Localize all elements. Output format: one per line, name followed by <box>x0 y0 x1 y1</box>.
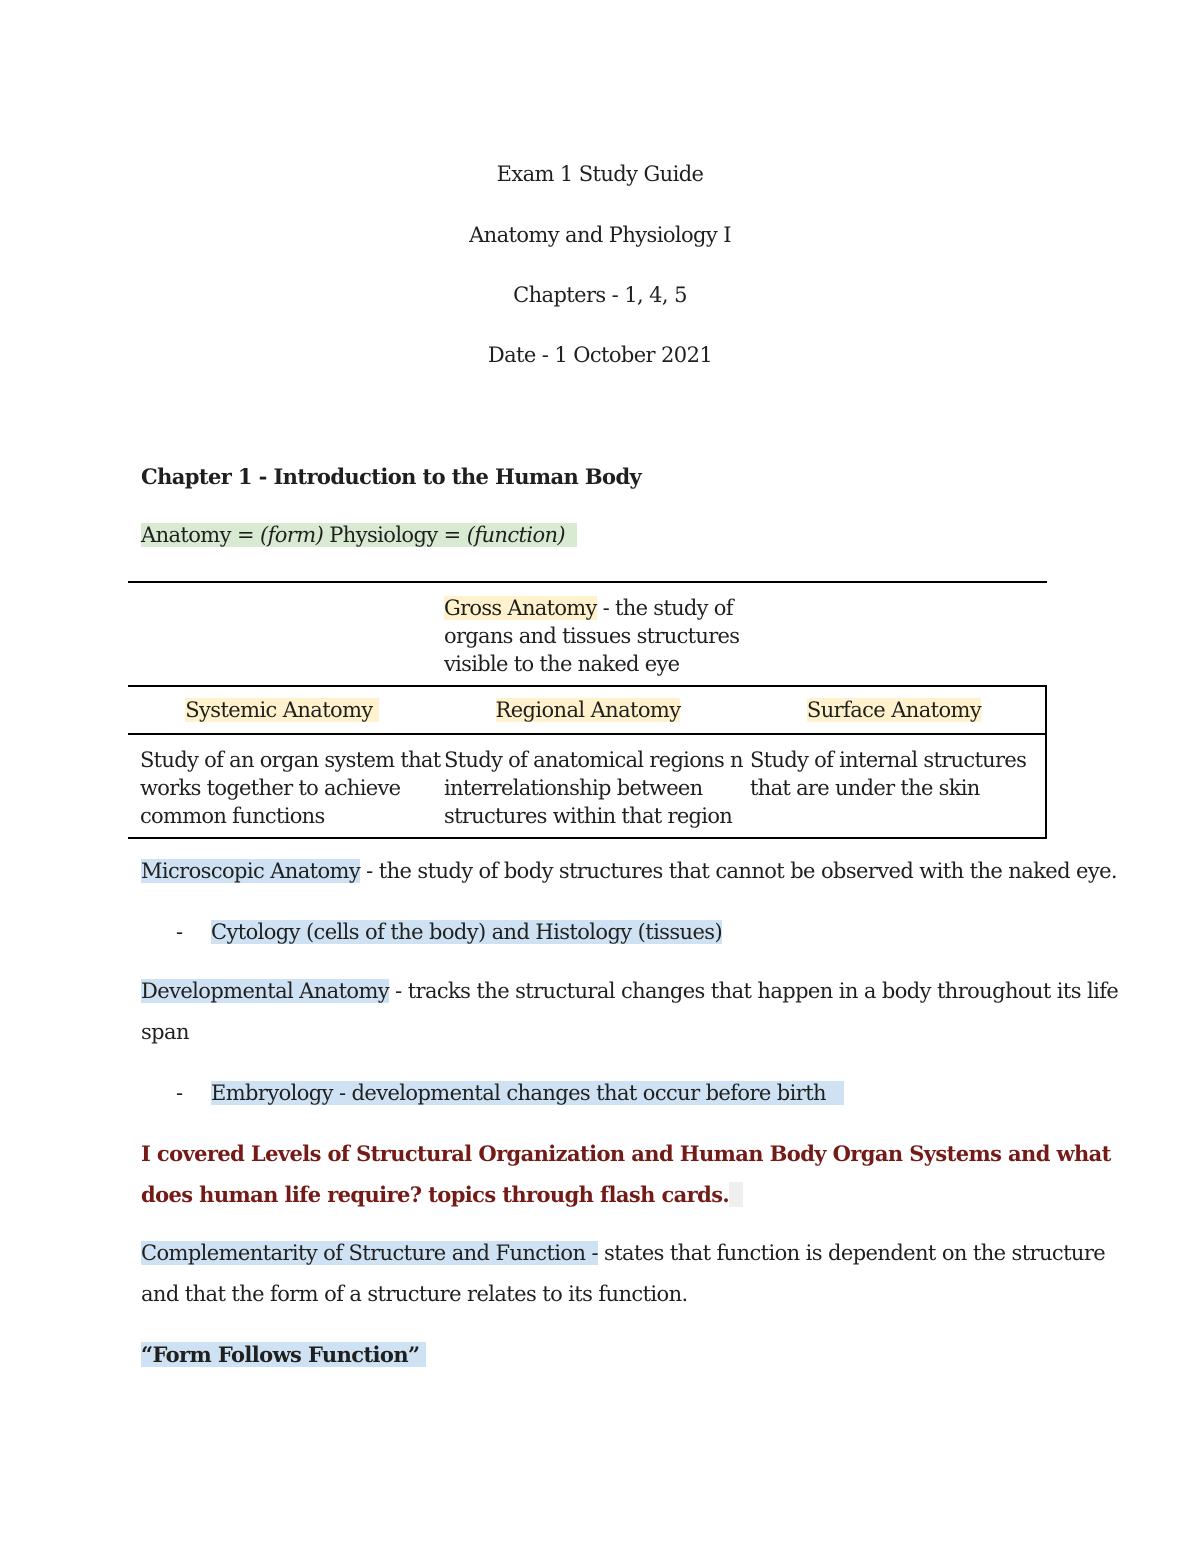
physiology-value: (function) <box>466 523 566 547</box>
developmental-line-2: span <box>141 1020 189 1044</box>
complementarity-line-2: and that the form of a structure relates to its function. <box>141 1282 688 1306</box>
cytology-bullet: Cytology (cells of the body) and Histology (tissues) <box>211 920 723 944</box>
anatomy-value: (form) <box>260 523 324 547</box>
note-line-1: I covered Levels of Structural Organization and Human Body Organ Systems and what <box>141 1141 1111 1166</box>
chapter1-heading: Chapter 1 - Introduction to the Human Body <box>141 464 642 489</box>
surface-description: Study of internal structures that are under the skin <box>750 748 1027 800</box>
embryology-bullet: Embryology - developmental changes that occur before birth <box>211 1081 844 1105</box>
header-systemic: Systemic Anatomy <box>129 698 435 722</box>
systemic-description: Study of an organ system that works together to achieve common functions <box>140 748 441 828</box>
form-follows-function-quote: “Form Follows Function” <box>141 1342 426 1367</box>
chapters-line: Chapters - 1, 4, 5 <box>513 283 687 307</box>
bullet-dash: - <box>176 920 184 944</box>
complementarity-term: Complementarity of Structure and Function - <box>141 1241 598 1265</box>
table-header-rule <box>128 733 1047 735</box>
header-surface: Surface Anatomy <box>806 698 982 722</box>
doc-title: Exam 1 Study Guide <box>496 162 704 186</box>
anatomy-label: Anatomy = <box>141 523 261 547</box>
regional-description: Study of anatomical regions n interrelationship between structures within that region <box>444 748 743 828</box>
table-top-rule <box>128 581 1047 583</box>
complementarity-line: Complementarity of Structure and Function - states that function is dependent on the structure <box>141 1241 1106 1265</box>
microscopic-line: Microscopic Anatomy - the study of body structures that cannot be observed with the naked eye. <box>141 859 1118 883</box>
physiology-label: Physiology = <box>323 523 467 547</box>
bullet-dash: - <box>176 1081 184 1105</box>
developmental-line: Developmental Anatomy - tracks the structural changes that happen in a body throughout its life <box>141 979 1119 1003</box>
note-line-2: does human life require? topics through flash cards. <box>141 1182 743 1207</box>
microscopic-term: Microscopic Anatomy <box>141 859 361 883</box>
date-line: Date - 1 October 2021 <box>487 343 713 367</box>
anatomy-physiology-line <box>141 523 577 547</box>
header-regional: Regional Anatomy <box>495 698 681 722</box>
gross-anatomy-term: Gross Anatomy <box>444 596 597 620</box>
course-name: Anatomy and Physiology I <box>469 223 731 247</box>
table-rule <box>128 685 1047 687</box>
gross-anatomy-cell: Gross Anatomy - the study of organs and tissues structures visible to the naked eye <box>444 596 740 676</box>
developmental-term: Developmental Anatomy <box>141 979 390 1003</box>
